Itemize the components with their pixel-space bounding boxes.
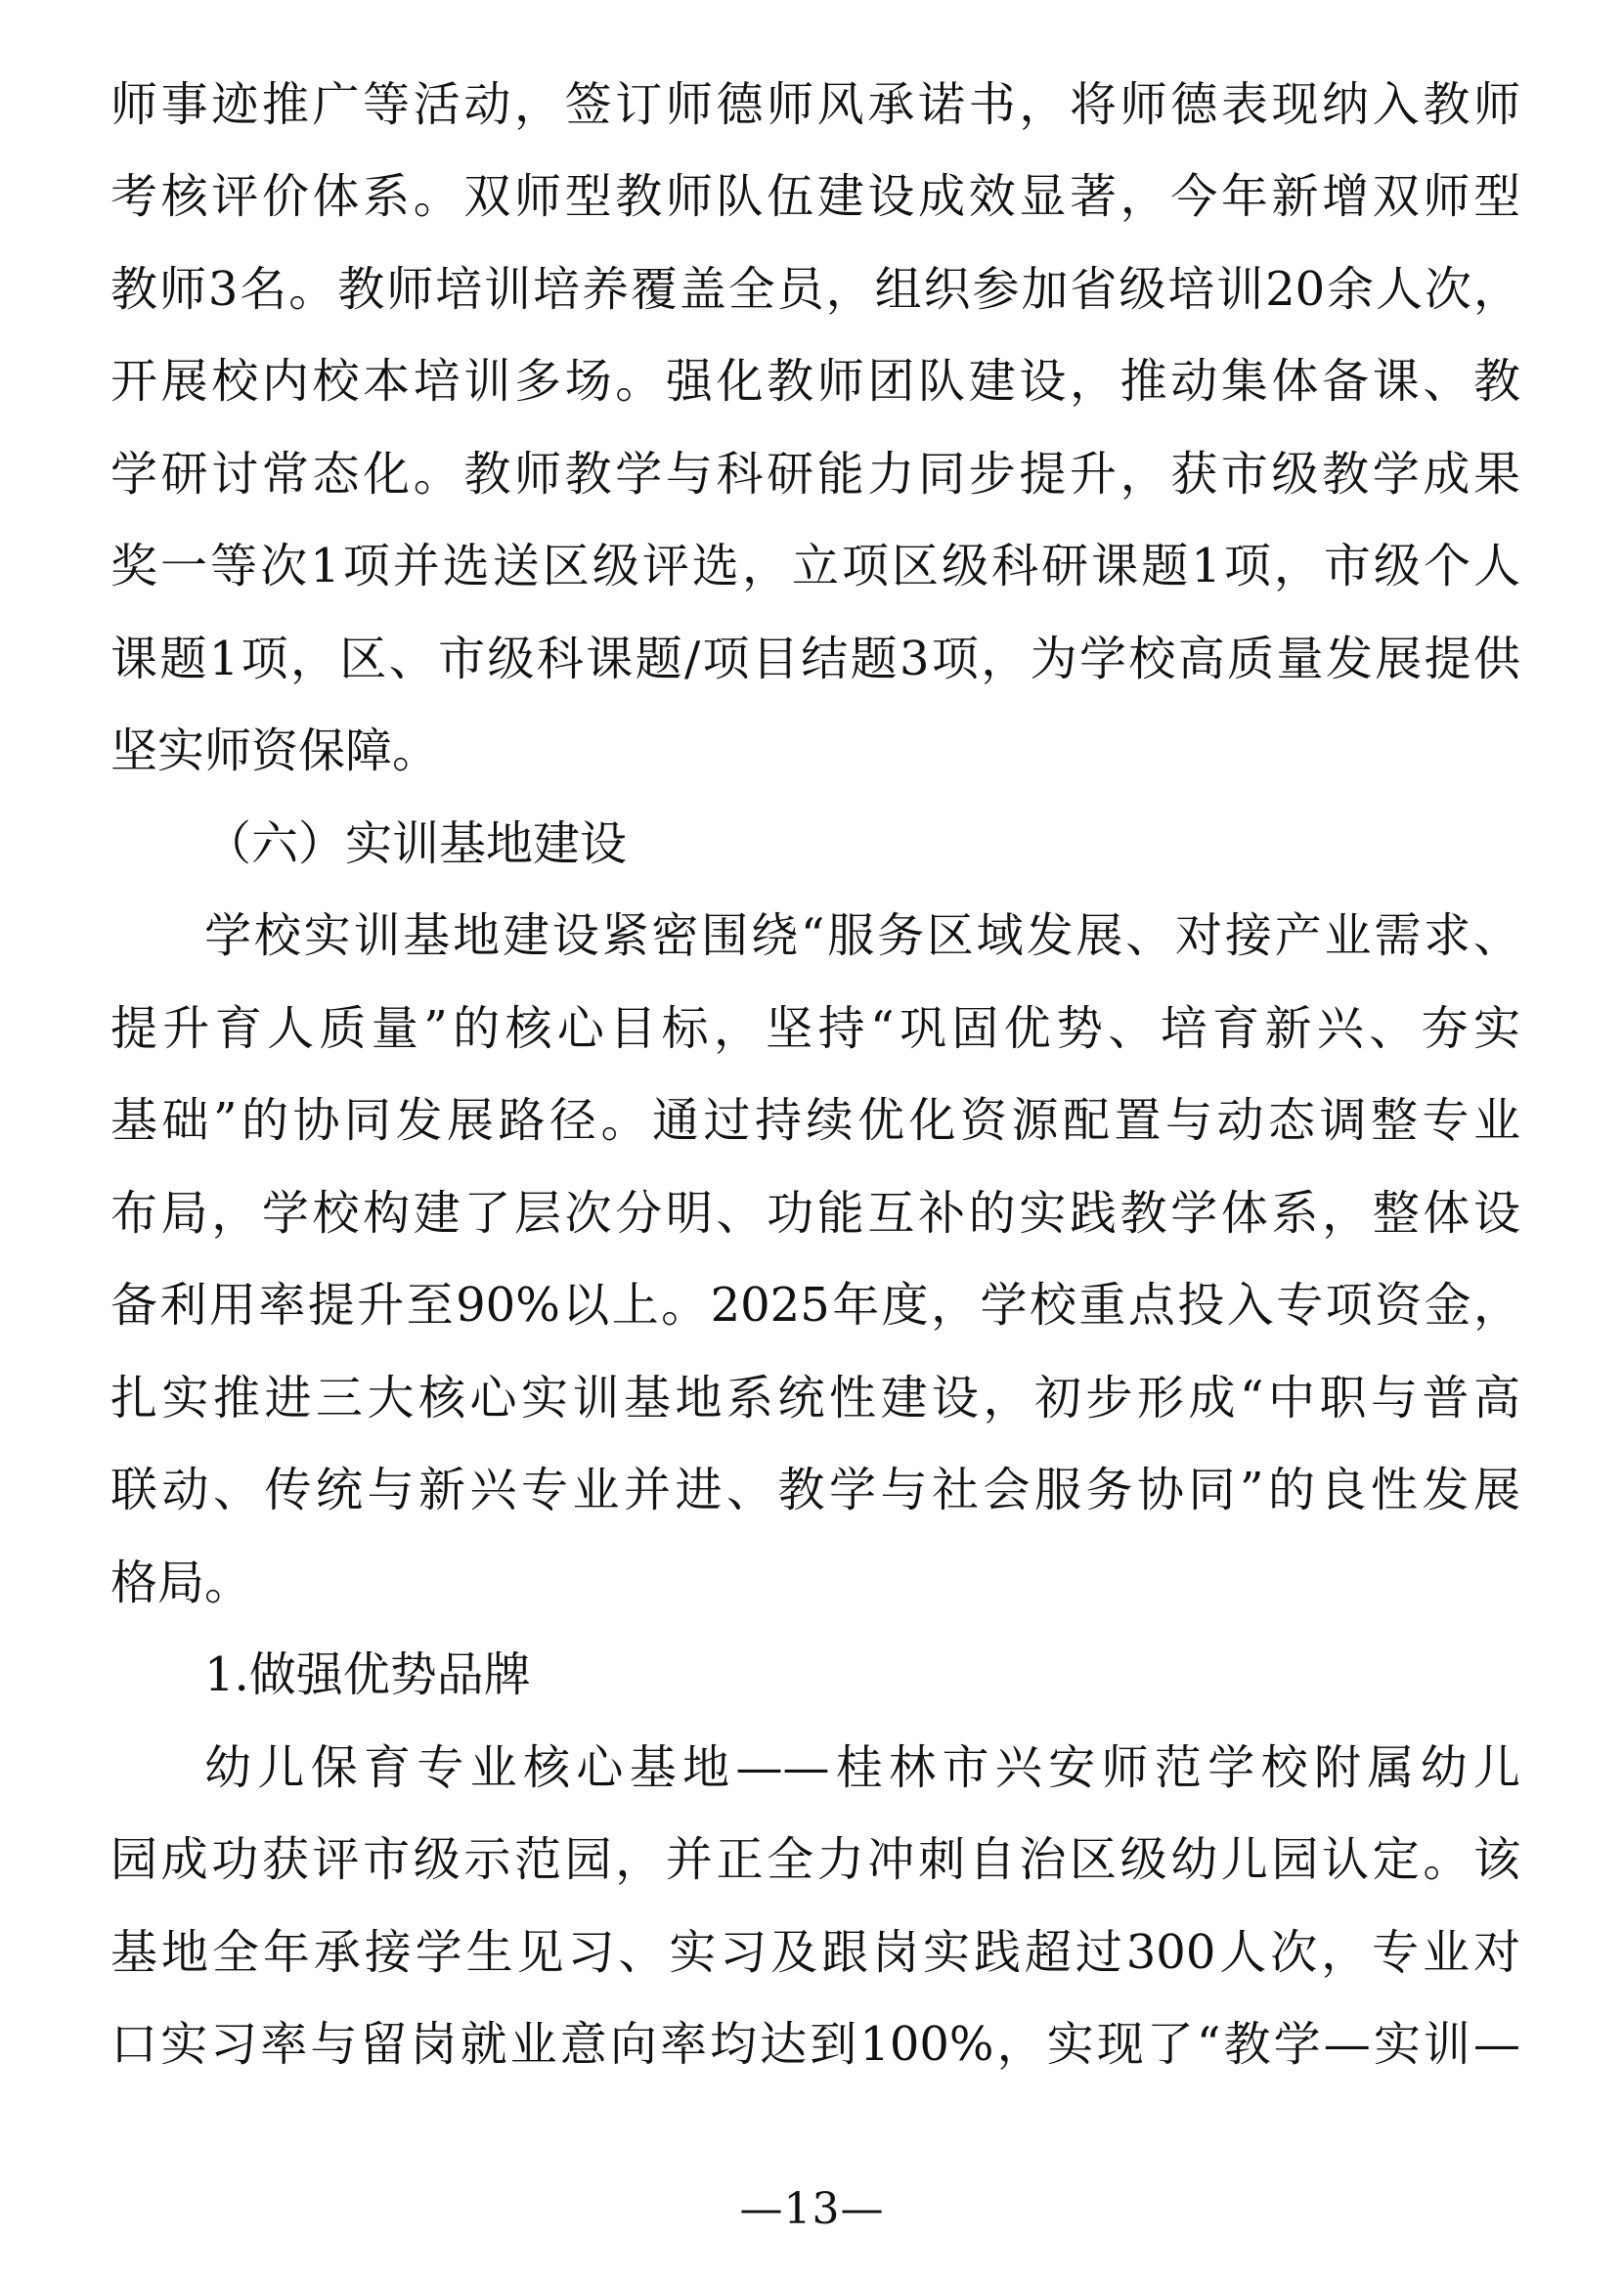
paragraph-line: 基础”的协同发展路径。通过持续优化资源配置与动态调整专业 (110, 1093, 1520, 1148)
paragraph-line: 教师3名。教师培训培养覆盖全员，组织参加省级培训20余人次， (110, 262, 1520, 317)
paragraph-line: 布局，学校构建了层次分明、功能互补的实践教学体系，整体设 (110, 1186, 1520, 1241)
paragraph-line: 口实习率与留岗就业意向率均达到100%，实现了“教学—实训— (110, 2017, 1520, 2072)
paragraph-line: 幼儿保育专业核心基地——桂林市兴安师范学校附属幼儿 (204, 1740, 1520, 1795)
paragraph-line: 师事迹推广等活动，签订师德师风承诺书，将师德表现纳入教师 (110, 77, 1520, 132)
paragraph-line: 扎实推进三大核心实训基地系统性建设，初步形成“中职与普高 (110, 1371, 1520, 1425)
subsection-heading: 1.做强优势品牌 (204, 1647, 531, 1702)
paragraph-line: 奖一等次1项并选送区级评选，立项区级科研课题1项，市级个人 (110, 539, 1520, 593)
paragraph-line: 学研讨常态化。教师教学与科研能力同步提升，获市级教学成果 (110, 447, 1520, 502)
paragraph-line: 坚实师资保障。 (110, 723, 440, 778)
paragraph-line: 格局。 (110, 1556, 252, 1610)
paragraph-line: 提升育人质量”的核心目标，坚持“巩固优势、培育新兴、夯实 (110, 1001, 1520, 1056)
paragraph-line: 联动、传统与新兴专业并进、教学与社会服务协同”的良性发展 (110, 1463, 1520, 1517)
paragraph-line: 基地全年承接学生见习、实习及跟岗实践超过300人次，专业对 (110, 1925, 1520, 1980)
paragraph-line: 开展校内校本培训多场。强化教师团队建设，推动集体备课、教 (110, 354, 1520, 409)
paragraph-line: 备利用率提升至90%以上。2025年度，学校重点投入专项资金， (110, 1278, 1520, 1333)
paragraph-line: 园成功获评市级示范园，并正全力冲刺自治区级幼儿园认定。该 (110, 1832, 1520, 1887)
page-number: —13— (739, 2184, 885, 2234)
paragraph-line: 考核评价体系。双师型教师队伍建设成效显著，今年新增双师型 (110, 169, 1520, 224)
section-heading: （六）实训基地建设 (204, 816, 628, 871)
paragraph-line: 课题1项，区、市级科课题/项目结题3项，为学校高质量发展提供 (110, 632, 1520, 686)
paragraph-line: 学校实训基地建设紧密围绕“服务区域发展、对接产业需求、 (204, 908, 1520, 963)
